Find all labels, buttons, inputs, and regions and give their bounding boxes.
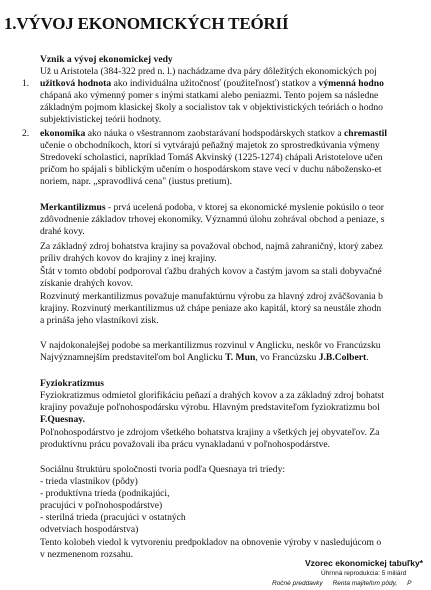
list-item-line: subjektivistickej teórii hodnoty. <box>40 114 162 125</box>
list-item: - produktívna trieda (podnikajúci, <box>40 488 170 499</box>
person-f-quesnay: F.Quesnay. <box>40 414 85 425</box>
paragraph-line: drahé kovy. <box>40 226 85 237</box>
text-span: ako náuka o všestrannom zaobstarávaní hodspodárskych statkov a <box>85 128 345 139</box>
paragraph-line: krajiny považuje poľnohospodársku výrobu. Hlavným predstaviteľom fyziokratizmu bol <box>40 402 380 413</box>
paragraph-line: v nezmenenom rozsahu. <box>40 549 133 560</box>
paragraph-line: Poľnohospodárstvo je zdrojom všetkého bohatstva krajiny a všetkých jej obyvateľov. Za <box>40 427 380 438</box>
text-span: , vo Francúzsku <box>255 352 319 363</box>
list-item-line: noriem, napr. „spravodlivá cena" (iustus pretium). <box>40 176 233 187</box>
list-item-line: chápaná ako výmenný pomer s inými statkami alebo peniazmi. Tento pojem sa následne <box>40 90 379 101</box>
list-number: 1. <box>22 78 30 89</box>
term-chremastika: chremastil <box>344 128 388 139</box>
term-uzitkova-hodnota: užitková hodnota <box>40 78 112 89</box>
paragraph-line: Sociálnu štruktúru spoločnosti tvoria podľa Quesnaya tri triedy: <box>40 464 286 475</box>
person-jb-colbert: J.B.Colbert <box>318 352 367 363</box>
list-item-line <box>40 78 384 90</box>
table-formula-col-3: P <box>407 580 412 587</box>
paragraph-line: príliv drahých kovov do krajiny z inej krajiny. <box>40 253 217 264</box>
paragraph-line: Štát v tomto období podporoval ťažbu drahých kovov a častým javom sa stali dobyvačné <box>40 266 382 277</box>
table-formula-title: Vzorec ekonomickej tabuľky* <box>305 558 424 568</box>
term-vymenna-hodnota: výmenná hodno <box>318 78 384 89</box>
paragraph-line: Rozvinutý merkantilizmus považuje manufaktúrnu výrobu za hlavný zdroj zväčšovania b <box>40 291 383 302</box>
list-item-line <box>40 128 387 140</box>
paragraph-line: krajiny. Rozvinutý merkantilizmus už chápe peniaze ako kapitál, ktorý sa neustále zhodn <box>40 303 382 314</box>
table-formula-subtitle: Úhrnná reprodukcia: 5 miliárd <box>321 570 407 577</box>
list-number: 2. <box>22 128 30 139</box>
paragraph-line: Tento kolobeh viedol k vytvoreniu predpokladov na obnovenie výroby v nasledujúcom o <box>40 537 382 548</box>
section-heading-vznik: Vznik a vývoj ekonomickej vedy <box>40 54 173 65</box>
text-span: Najvýznamnejším predstaviteľom bol Anglicku <box>40 352 226 363</box>
list-item: - trieda vlastníkov (pôdy) <box>40 476 138 487</box>
term-ekonomika: ekonomika <box>40 128 86 139</box>
list-item-line: Stredovekí scholastici, napríklad Tomáš Akvinský (1225-1274) chápali Aristotelove učen <box>40 152 383 163</box>
paragraph-line: Už u Aristotela (384-322 pred n. l.) nachádzame dva páry dôležitých ekonomických poj <box>40 66 377 77</box>
list-item-line: pričom ho spájali s biblickým učením o hospodárskom stave vecí v duchu nábožensko-et <box>40 164 382 175</box>
list-item: pracujúci v poľnohospodárstve) <box>40 500 163 511</box>
page-title: 1.VÝVOJ EKONOMICKÝCH TEÓRIÍ <box>4 14 289 33</box>
text-span: ako individuálna užitočnosť (použiteľnosť) statkov a <box>111 78 319 89</box>
person-t-mun: T. Mun <box>225 352 256 363</box>
section-heading-fyziokratizmus: Fyziokratizmus <box>40 378 104 389</box>
paragraph-line: Fyziokratizmus odmietol glorifikáciu peňazí a drahých kovov a za základný zdroj bohatst <box>40 390 384 401</box>
table-formula-col-2: Renta majiteľom pôdy, <box>332 580 398 587</box>
list-item: odvetviach hospodárstva) <box>40 524 139 535</box>
text-span: - prvá ucelená podoba, v ktorej sa ekonomické myslenie pokúsilo o teor <box>105 202 384 213</box>
paragraph-line: V najdokonalejšej podobe sa merkantilizmus rozvinul v Anglicku, neskôr vo Francúzsku <box>40 340 381 351</box>
paragraph-line <box>40 352 369 364</box>
term-merkantilizmus: Merkantilizmus <box>40 202 106 213</box>
paragraph-line: produktívnu prácu považovali iba prácu vynakladanú v poľnohospodárstve. <box>40 439 331 450</box>
table-formula-col-1: Ročné preddavky <box>272 580 323 587</box>
list-item-line: učenie o obchodníkoch, ktorí si vytvárajú peňažný majetok zo sprostredkúvania výmeny <box>40 140 380 151</box>
paragraph-line: a prináša jeho vlastníkovi zisk. <box>40 315 159 326</box>
paragraph-line: zdôvodnenie základov trhovej ekonomiky. Významnú úlohu zohrával obchod a peniaze, s <box>40 214 385 225</box>
text-span: . <box>366 352 369 363</box>
paragraph-line: získanie drahých kovov. <box>40 278 133 289</box>
paragraph-line: Za základný zdroj bohatstva krajiny sa považoval obchod, najmä zahraničný, ktorý zabez <box>40 241 383 252</box>
paragraph-line <box>40 202 384 214</box>
list-item: - sterilná trieda (pracujúci v ostatných <box>40 512 186 523</box>
list-item-line: základným pojmom klasickej školy a socialistov tak v objektivistických teóriách o hodno <box>40 102 383 113</box>
table-formula-columns <box>272 580 422 587</box>
